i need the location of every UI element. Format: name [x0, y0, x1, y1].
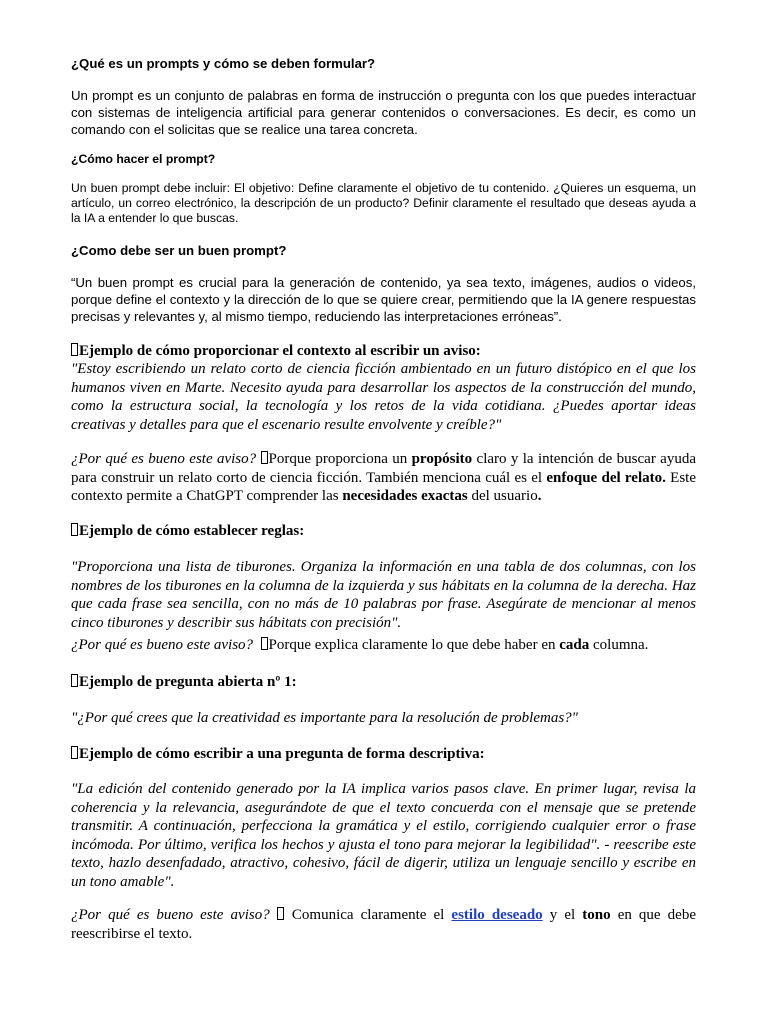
quote-ejemplo-contexto: "Estoy escribiendo un relato corto de ciencia ficción ambientado en un futuro distópico en el que los humanos viven en Marte. Necesito ayuda para desarrollar los aspectos de la construcción del mundo, como la estructura social, la tecnología y los retos de la vida cotidiana. ¿Puedes aportar ideas creativas y detalles para que el escenario resulte envolvente y creíble?" [71, 361, 696, 433]
heading-ejemplo-descriptiva: Ejemplo de cómo escribir a una pregunta de forma descriptiva: [71, 745, 696, 764]
missing-glyph-icon [71, 343, 78, 356]
explanation-ejemplo-contexto: ¿Por qué es bueno este aviso? Porque proporciona un propósito claro y la intención de buscar ayuda para construir un relato corto de ciencia ficción. También menciona cuál es el enfoque del relato. Este contexto permite a ChatGPT comprender las necesidades exactas del usuario. [71, 451, 696, 504]
missing-glyph-icon [261, 637, 268, 650]
paragraph-buen-prompt: “Un buen prompt es crucial para la generación de contenido, ya sea texto, imágenes, audios o videos, porque define el contexto y la dirección de lo que se quiere crear, permitiendo que la IA genere respuestas precisas y relevantes y, al mismo tiempo, reduciendo las interpretaciones erróneas”. [71, 275, 696, 324]
heading-ejemplo-reglas: Ejemplo de cómo establecer reglas: [71, 522, 696, 541]
missing-glyph-icon [71, 746, 78, 759]
heading-buen-prompt: ¿Como debe ser un buen prompt? [71, 243, 287, 258]
missing-glyph-icon [261, 451, 268, 464]
missing-glyph-icon [71, 674, 78, 687]
estilo-deseado-link[interactable]: estilo deseado [451, 907, 543, 923]
explanation-ejemplo-descriptiva: ¿Por qué es bueno este aviso? Comunica claramente el estilo deseado y el tono en que debe reescribirse el texto. [71, 907, 696, 942]
missing-glyph-icon [277, 907, 284, 920]
heading-pregunta-abierta: Ejemplo de pregunta abierta nº 1: [71, 673, 696, 692]
explanation-ejemplo-reglas: ¿Por qué es bueno este aviso? Porque explica claramente lo que debe haber en cada columna. [71, 637, 649, 653]
quote-ejemplo-descriptiva: "La edición del contenido generado por la IA implica varios pasos clave. En primer lugar, revisa la coherencia y la relevancia, asegurándote de que el texto concuerda con el mensaje que se pretende transmitir. A continuación, perfecciona la gramática y el estilo, corrigiendo cualquier error o frase incómoda. Por último, verifica los hechos y ajusta el tono para mejorar la legibilidad". - reescribe este texto, hazlo desenfadado, atractivo, cohesivo, fácil de digerir, utiliza un lenguaje sencillo y escribe en un tono amable". [71, 781, 696, 890]
quote-ejemplo-reglas: "Proporciona una lista de tiburones. Organiza la información en una tabla de dos columnas, con los nombres de los tiburones en la columna de la izquierda y sus hábitats en la columna de la derecha. Haz que cada frase sea sencilla, con no más de 10 palabras por frase. Asegúrate de mencionar al menos cinco tiburones y describir sus hábitats con precisión". [71, 559, 696, 631]
heading-que-es-prompt: ¿Qué es un prompts y cómo se deben formular? [71, 56, 376, 71]
quote-pregunta-abierta: "¿Por qué crees que la creatividad es importante para la resolución de problemas?" [71, 710, 578, 726]
missing-glyph-icon [71, 523, 78, 536]
heading-como-hacer-prompt: ¿Cómo hacer el prompt? [71, 152, 216, 166]
paragraph-definicion-prompt: Un prompt es un conjunto de palabras en forma de instrucción o pregunta con los que puedes interactuar con sistemas de inteligencia artificial para generar contenidos o conversaciones. Es decir, es como un comando con el solicitas que se realice una tarea concreta. [71, 88, 696, 137]
heading-ejemplo-contexto: Ejemplo de cómo proporcionar el contexto al escribir un aviso: [71, 342, 696, 361]
paragraph-como-hacer-prompt: Un buen prompt debe incluir: El objetivo: Define claramente el objetivo de tu contenido. ¿Quieres un esquema, un artículo, un correo electrónico, la descripción de un producto? Definir claramente el resultado que deseas ayuda a la IA a entender lo que buscas. [71, 181, 696, 225]
